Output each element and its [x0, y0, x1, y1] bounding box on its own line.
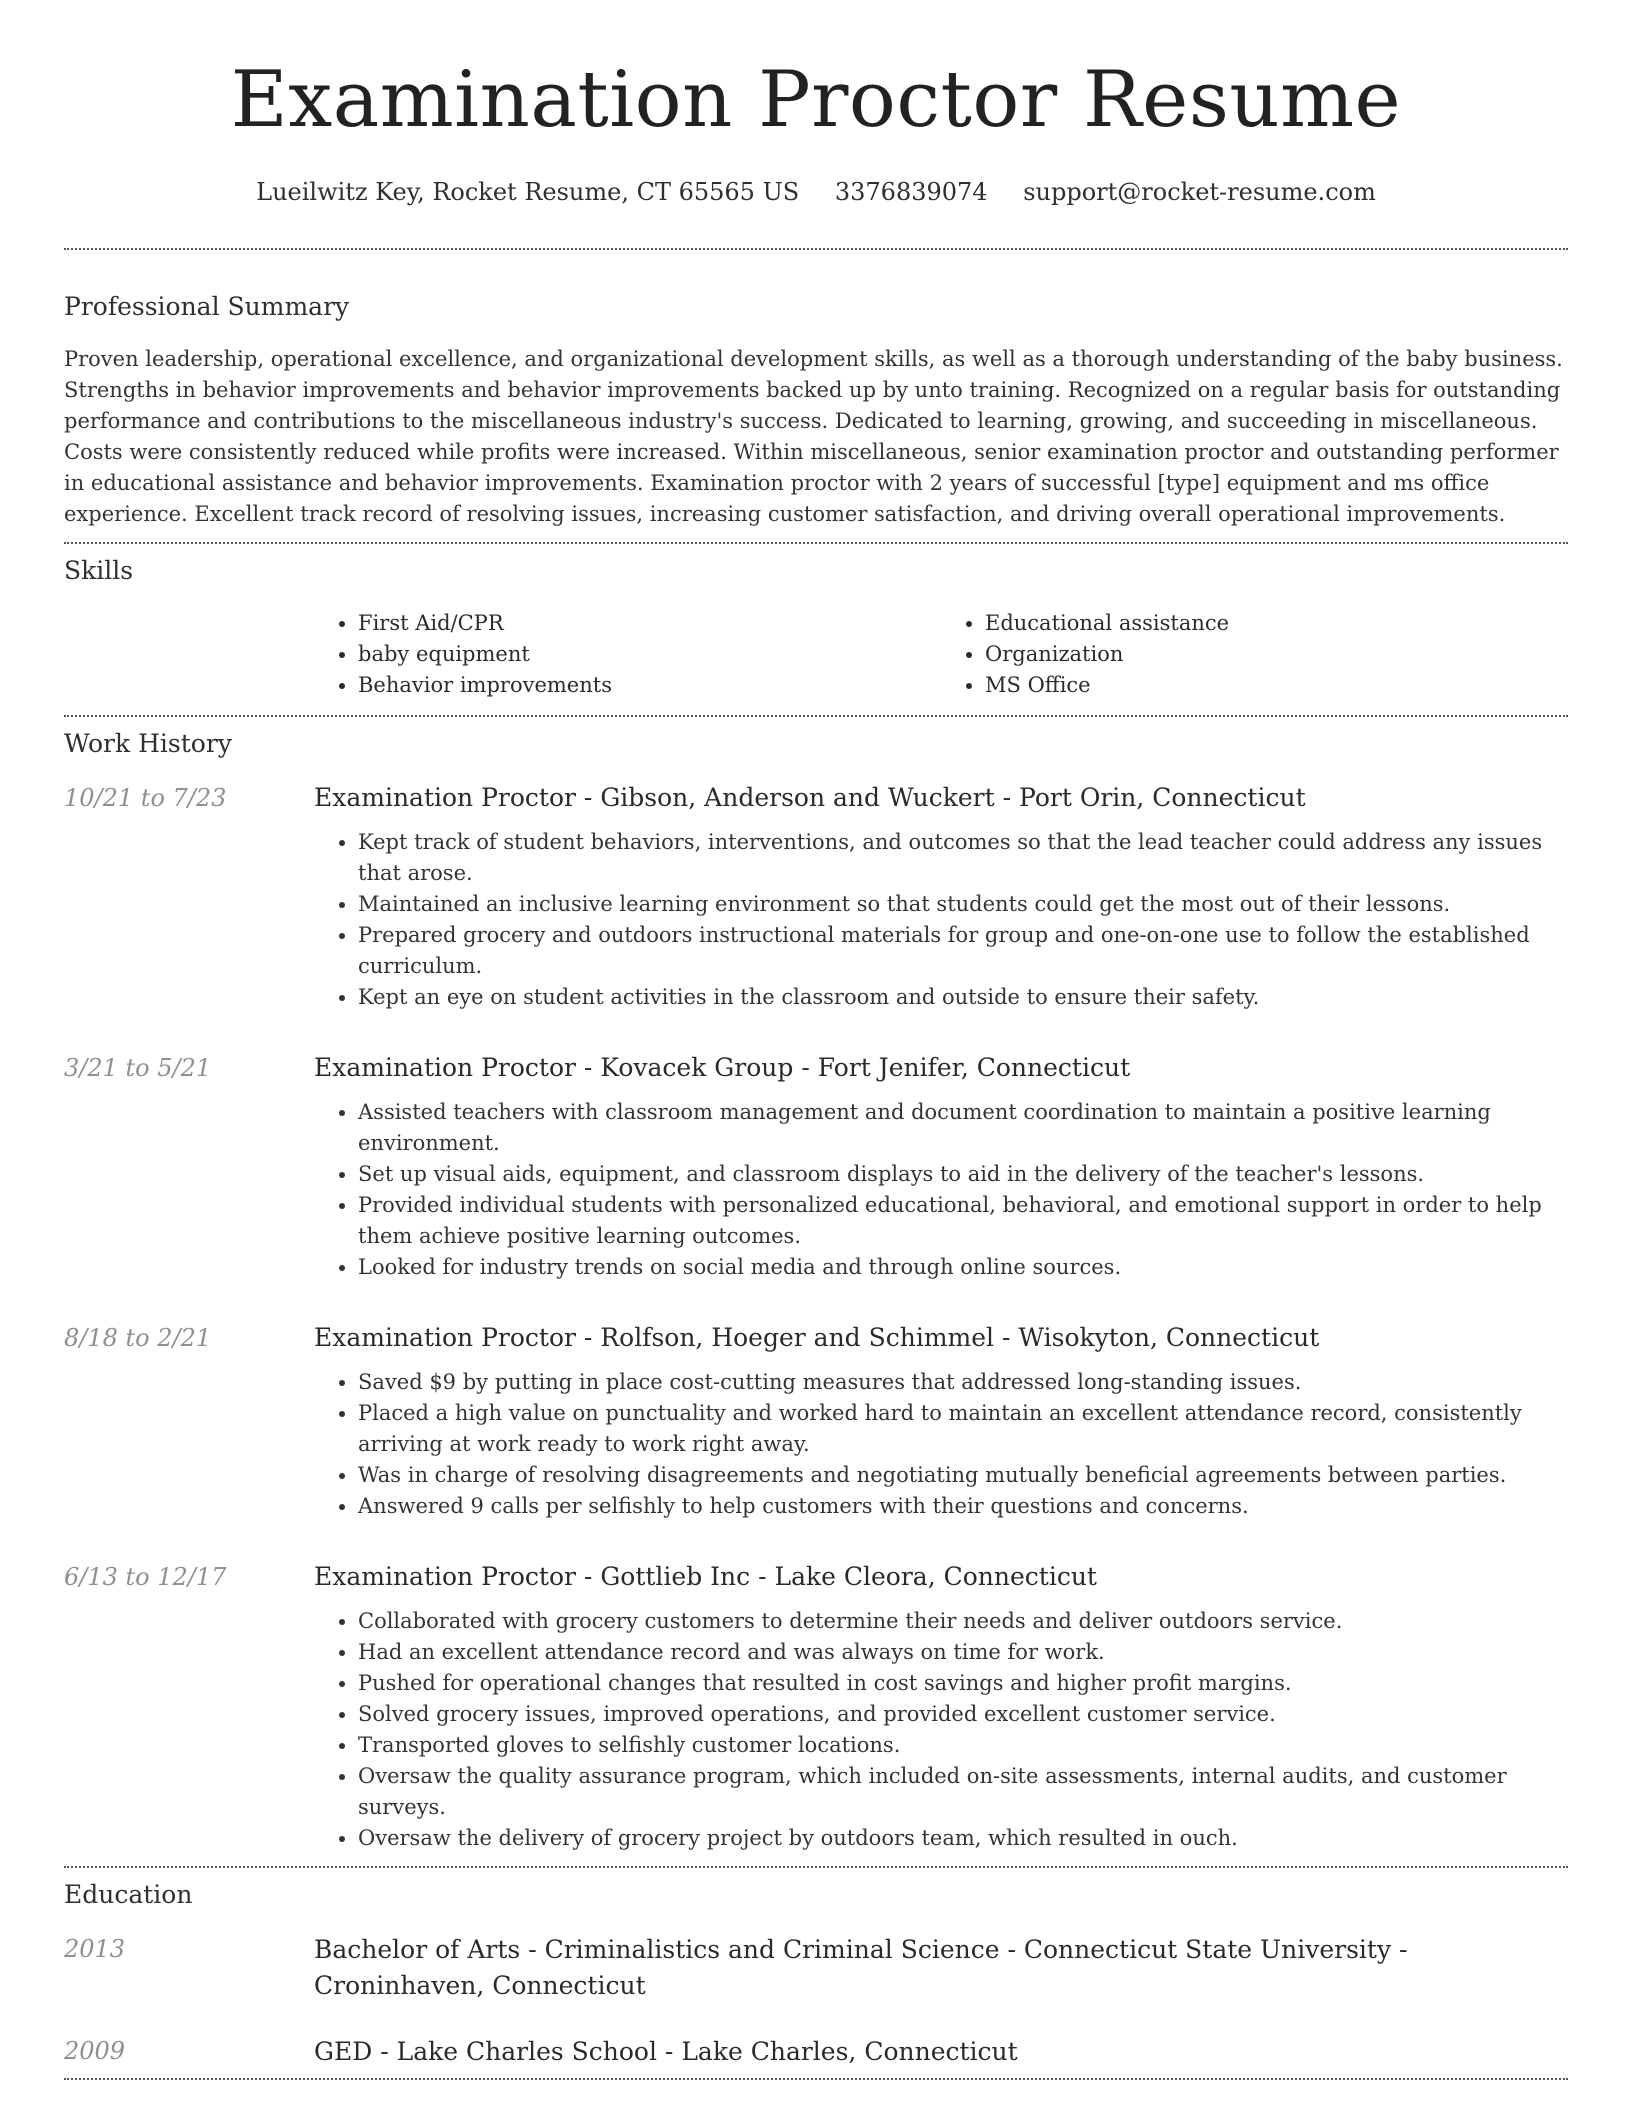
contact-phone: 3376839074	[834, 178, 988, 206]
job-bullet: • Collaborated with grocery customers to determine their needs and deliver outdoors service.	[358, 1606, 1568, 1637]
skill-item: • First Aid/CPR	[358, 608, 941, 639]
job-bullet: • Placed a high value on punctuality and worked hard to maintain an excellent attendance record, consistently arriving at work ready to work right away.	[358, 1398, 1568, 1460]
job-entry	[64, 1321, 1568, 1522]
work-history-heading: Work History	[64, 729, 232, 758]
education-body	[314, 2034, 1568, 2070]
job-bullet: • Provided individual students with personalized educational, behavioral, and emotional support in order to help them achieve positive learning outcomes.	[358, 1190, 1568, 1252]
summary-heading: Professional Summary	[64, 292, 350, 321]
education-body	[314, 1932, 1568, 2004]
job-bullet: • Kept an eye on student activities in the classroom and outside to ensure their safety.	[358, 982, 1568, 1013]
skills-list	[314, 608, 1568, 701]
job-entry	[64, 781, 1568, 1013]
education-entry	[64, 1932, 1568, 2004]
education-title: Bachelor of Arts - Criminalistics and Criminal Science - Connecticut State University - Croninhaven, Connecticut	[314, 1935, 1408, 2000]
job-bullet: • Set up visual aids, equipment, and classroom displays to aid in the delivery of the teacher's lessons.	[358, 1159, 1568, 1190]
contact-email: support@rocket-resume.com	[1023, 178, 1376, 206]
summary-text: Proven leadership, operational excellence, and organizational development skills, as well as a thorough understanding of the baby business. Strengths in behavior improvements and behavior improvements backed up by unto training. Recognized on a regular basis for outstanding performance and contributions to the miscellaneous industry's success. Dedicated to learning, growing, and succeeding in miscellaneous. Costs were consistently reduced while profits were increased. Within miscellaneous, senior examination proctor and outstanding performer in educational assistance and behavior improvements. Examination proctor with 2 years of successful [type] equipment and ms office experience. Excellent track record of resolving issues, increasing customer satisfaction, and driving overall operational improvements.	[64, 347, 1563, 526]
education-title: GED - Lake Charles School - Lake Charles, Connecticut	[314, 2037, 1018, 2066]
job-body	[314, 1051, 1568, 1283]
job-bullet: • Had an excellent attendance record and was always on time for work.	[358, 1637, 1568, 1668]
job-bullet: • Maintained an inclusive learning environment so that students could get the most out of their lessons.	[358, 889, 1568, 920]
skill-item: • MS Office	[985, 670, 1568, 701]
skills-section	[64, 554, 1568, 701]
contact-address: Lueilwitz Key, Rocket Resume, CT 65565 US	[256, 178, 800, 206]
section-divider	[64, 2078, 1568, 2080]
work-history-section	[64, 727, 1568, 1854]
job-entry	[64, 1051, 1568, 1283]
job-dates: 8/18 to 2/21	[64, 1324, 212, 1352]
education-section	[64, 1878, 1568, 2070]
skills-column-right	[941, 608, 1568, 701]
job-body	[314, 1560, 1568, 1854]
job-bullet: • Prepared grocery and outdoors instructional materials for group and one-on-one use to follow the established curriculum.	[358, 920, 1568, 982]
job-bullet: • Transported gloves to selfishly customer locations.	[358, 1730, 1568, 1761]
summary-section	[64, 290, 1568, 530]
skill-item: • Behavior improvements	[358, 670, 941, 701]
job-title: Examination Proctor - Kovacek Group - Fort Jenifer, Connecticut	[314, 1053, 1131, 1082]
section-divider	[64, 715, 1568, 717]
job-bullets	[314, 1097, 1568, 1283]
job-title: Examination Proctor - Rolfson, Hoeger and Schimmel - Wisokyton, Connecticut	[314, 1323, 1320, 1352]
job-entry	[64, 1560, 1568, 1854]
job-body	[314, 781, 1568, 1013]
resume-title: Examination Proctor Resume	[230, 55, 1402, 145]
job-bullet: • Answered 9 calls per selfishly to help customers with their questions and concerns.	[358, 1491, 1568, 1522]
job-bullet: • Solved grocery issues, improved operations, and provided excellent customer service.	[358, 1699, 1568, 1730]
section-divider	[64, 248, 1568, 250]
education-entry	[64, 2034, 1568, 2070]
job-bullet: • Kept track of student behaviors, interventions, and outcomes so that the lead teacher could address any issues that arose.	[358, 827, 1568, 889]
job-bullet: • Oversaw the quality assurance program, which included on-site assessments, internal audits, and customer surveys.	[358, 1761, 1568, 1823]
job-body	[314, 1321, 1568, 1522]
contact-line	[64, 176, 1568, 208]
job-bullet: • Oversaw the delivery of grocery project by outdoors team, which resulted in ouch.	[358, 1823, 1568, 1854]
section-divider	[64, 542, 1568, 544]
job-bullet: • Pushed for operational changes that resulted in cost savings and higher profit margins.	[358, 1668, 1568, 1699]
skill-item: • baby equipment	[358, 639, 941, 670]
job-bullet: • Saved $9 by putting in place cost-cutting measures that addressed long-standing issues.	[358, 1367, 1568, 1398]
skills-column-left	[314, 608, 941, 701]
skills-heading: Skills	[64, 556, 134, 585]
education-heading: Education	[64, 1880, 193, 1909]
job-bullet: • Assisted teachers with classroom management and document coordination to maintain a positive learning environment.	[358, 1097, 1568, 1159]
education-year: 2013	[64, 1935, 126, 1963]
job-dates: 6/13 to 12/17	[64, 1563, 227, 1591]
education-year: 2009	[64, 2037, 126, 2065]
job-bullets	[314, 1367, 1568, 1522]
section-divider	[64, 1866, 1568, 1868]
job-title: Examination Proctor - Gibson, Anderson and Wuckert - Port Orin, Connecticut	[314, 783, 1306, 812]
job-bullet: • Looked for industry trends on social media and through online sources.	[358, 1252, 1568, 1283]
job-dates: 10/21 to 7/23	[64, 784, 227, 812]
job-dates: 3/21 to 5/21	[64, 1054, 212, 1082]
skill-item: • Educational assistance	[985, 608, 1568, 639]
skill-item: • Organization	[985, 639, 1568, 670]
job-bullets	[314, 827, 1568, 1013]
job-title: Examination Proctor - Gottlieb Inc - Lake Cleora, Connecticut	[314, 1562, 1097, 1591]
job-bullets	[314, 1606, 1568, 1854]
job-bullet: • Was in charge of resolving disagreements and negotiating mutually beneficial agreements between parties.	[358, 1460, 1568, 1491]
